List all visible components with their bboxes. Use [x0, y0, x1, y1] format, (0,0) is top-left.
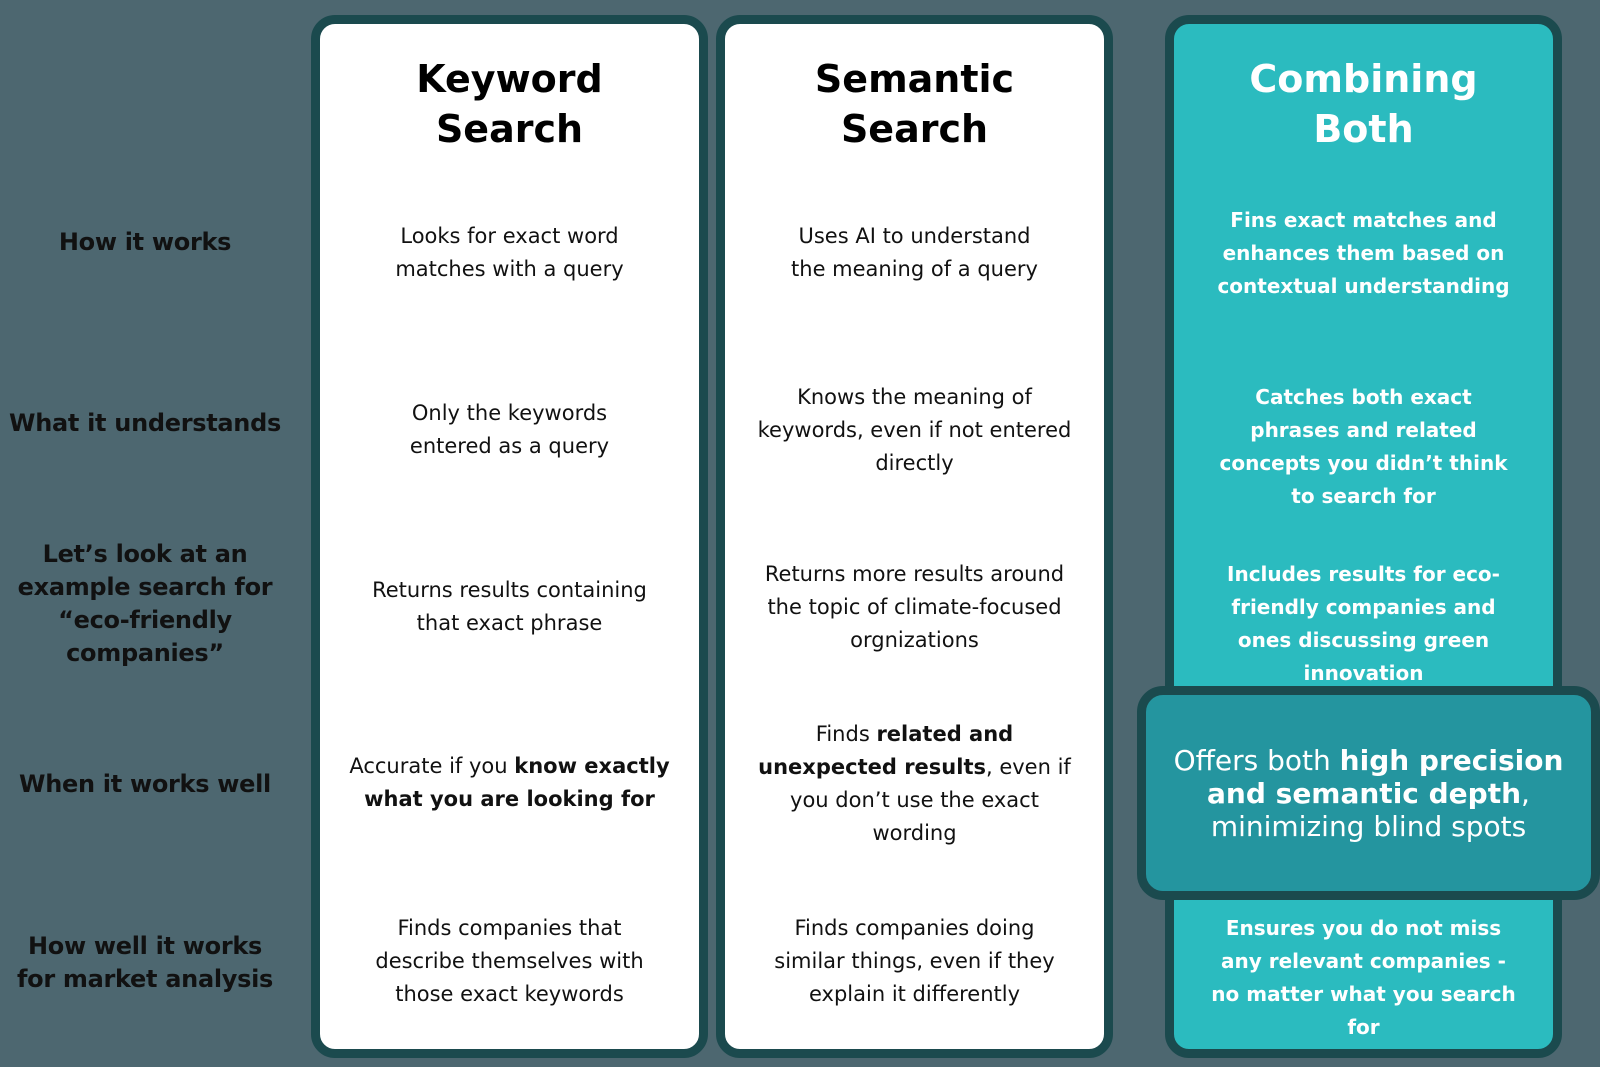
cell-example: Returns more results around the topic of climate-focused orgnizations	[764, 562, 1065, 652]
cell-when-it-works-well: Accurate if you know exactly what you are looking for	[349, 754, 670, 811]
column-semantic-search	[716, 15, 1113, 1058]
cell-market-analysis: Finds companies doing similar things, even if they explain it differently	[774, 916, 1055, 1006]
cell-market-analysis: Ensures you do not miss any relevant companies - no matter what you search for	[1211, 916, 1516, 1039]
cell-when-it-works-well: Finds related and unexpected results, even if you don’t use the exact wording	[758, 722, 1071, 845]
cell-what-it-understands: Knows the meaning of keywords, even if not entered directly	[757, 385, 1072, 475]
column-title: Combining Both	[1249, 57, 1478, 151]
cell-example: Includes results for eco-friendly companies and ones discussing green innovation	[1227, 562, 1500, 685]
cell-how-it-works: Fins exact matches and enhances them based on contextual understanding	[1217, 208, 1510, 298]
cell-example: Returns results containing that exact phrase	[372, 578, 647, 635]
row-label-what-it-understands: What it understands	[9, 409, 281, 437]
column-keyword-search	[311, 15, 708, 1058]
cell-what-it-understands: Catches both exact phrases and related concepts you didn’t think to search for	[1219, 385, 1508, 508]
row-label-how-it-works: How it works	[58, 228, 232, 256]
cell-how-it-works: Looks for exact word matches with a query	[395, 224, 624, 281]
cell-how-it-works: Uses AI to understand the meaning of a query	[791, 224, 1038, 281]
highlight-when-it-works-well: Offers both high precision and semantic depth, minimizing blind spots	[1137, 686, 1600, 900]
cell-market-analysis: Finds companies that describe themselves with those exact keywords	[375, 916, 644, 1006]
column-title: Keyword Search	[416, 57, 603, 151]
column-combining-both	[1165, 15, 1562, 1058]
row-label-example-search: Let’s look at an example search for “eco-friendly companies”	[17, 540, 273, 667]
row-label-when-it-works-well: When it works well	[19, 770, 271, 798]
cell-what-it-understands: Only the keywords entered as a query	[409, 401, 610, 458]
row-label-market-analysis: How well it works for market analysis	[16, 932, 274, 993]
column-title: Semantic Search	[814, 57, 1015, 151]
